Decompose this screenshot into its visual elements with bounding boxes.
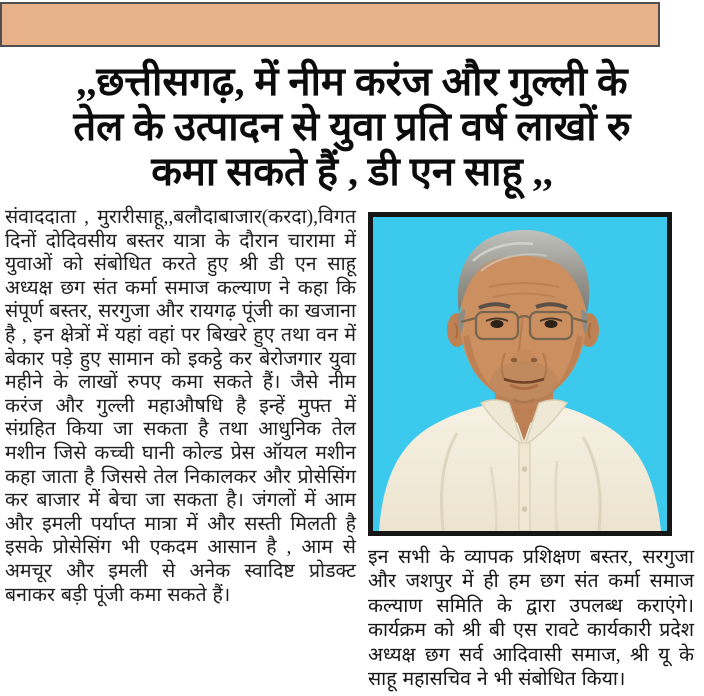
masthead-color-bar [0, 2, 660, 47]
newspaper-clipping [0, 2, 704, 696]
photo-caption: इन सभी के व्यापक प्रशिक्षण बस्तर, सरगुजा और जशपुर में ही हम छग संत कर्मा समाज कल्याण समिति के द्वारा उपलब्ध कराएंगे। कार्यक्रम को श्री बी एस रावटे कार्यकारी प्रदेश अध्यक्ष छग सर्व आदिवासी समाज, श्री यू के साहू महासचिव ने भी संबोधित किया। [368, 547, 694, 691]
portrait-photo [368, 212, 672, 536]
article-headline [8, 59, 696, 194]
article-body-text: संवाददाता , मुरारीसाहू,,बलौदाबाजार(करदा),विगत दिनों दोदिवसीय बस्तर यात्रा के दौरान चारामा में युवाओं को संबोधित करते हुए श्री डी एन साहू अध्यक्ष छग संत कर्मा समाज कल्याण ने कहा कि संपूर्ण बस्तर, सरगुजा और रायगढ़ पूंजी का खजाना है , इन क्षेत्रों में यहां वहां पर बिखरे हुए तथा वन में बेकार पड़े हुए सामान को इकट्ठे कर बेरोजगार युवा महीने के लाखों रुपए कमा सकते हैं। जैसे नीम करंज और गुल्ली महाऔषधि है इन्हें मुफ्त में संग्रहित किया जा सकता है तथा आधुनिक तेल मशीन जिसे कच्ची घानी कोल्ड प्रेस ऑयल मशीन कहा जाता है जिससे तेल निकालकर और प्रोसेसिंग कर बाजार में बेचा जा सकता है। जंगलों में आम और इमली पर्याप्त मात्रा में और सस्ती मिलती है इसके प्रोसेसिंग भी एकदम आसान है , आम से अमचूर और इमली से अनेक स्वादिष्ट प्रोडक्ट बनाकर बड़ी पूंजी कमा सकते हैं। [5, 207, 356, 606]
article-content [5, 206, 700, 692]
photo-column [368, 206, 700, 692]
headline-line-3: कमा सकते हैं , डी एन साहू ,, [151, 149, 553, 194]
headline-line-2: तेल के उत्पादन से युवा प्रति वर्ष लाखों रु [73, 104, 631, 149]
portrait-svg [373, 217, 667, 531]
headline-line-1: ,,छत्तीसगढ़, में नीम करंज और गुल्ली के [76, 59, 628, 104]
